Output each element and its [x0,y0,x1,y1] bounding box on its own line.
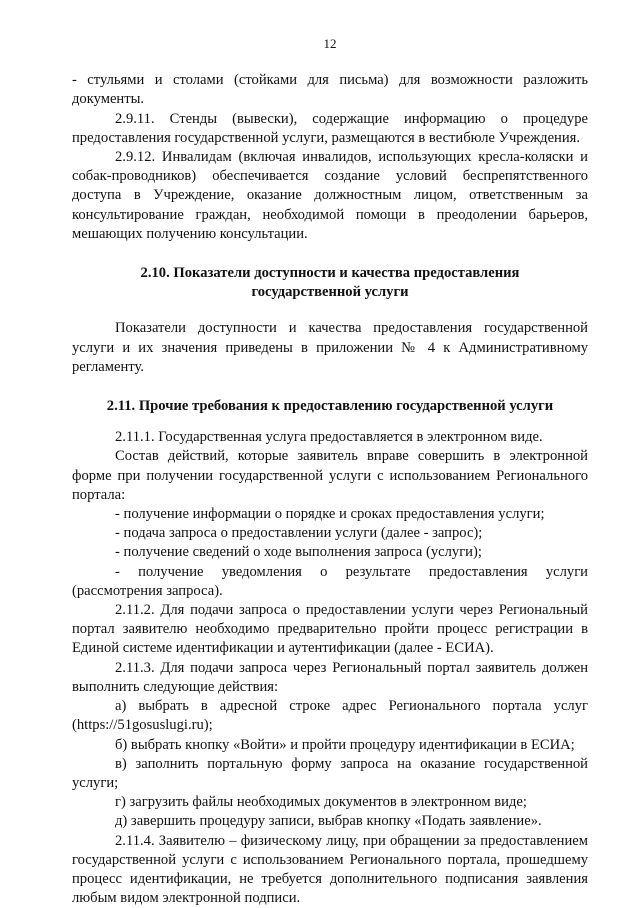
section-2-10-heading-line2: государственной услуги [251,284,409,301]
section-2-10-heading [72,264,588,302]
paragraph-2-11-4: 2.11.4. Заявителю – физическому лицу, при обращении за предоставлением государственной услуги с использованием Регионального портала, прошедшему процесс идентификации, не требуется дополнительного подписания заявления любым видом электронной подписи. [72,832,588,907]
list-item-status: - получение сведений о ходе выполнения запроса (услуги); [115,544,482,561]
step-d: д) завершить процедуру записи, выбрав кнопку «Подать заявление». [115,813,542,830]
paragraph-2-11-1: 2.11.1. Государственная услуга предоставляется в электронном виде. [115,429,543,446]
page-number: 12 [323,36,337,51]
paragraph-actions-intro: Состав действий, которые заявитель вправе совершить в электронной форме при получении государственной услуги с использованием Регионального портала: [72,448,588,503]
list-item-info: - получение информации о порядке и сроках предоставления услуги; [115,506,545,523]
list-item-notification: - получение уведомления о результате предоставления услуги (рассмотрения запроса). [72,563,588,599]
paragraph-furniture: - стульями и столами (стойками для письма) для возможности разложить документы. [72,72,588,108]
step-b: б) выбрать кнопку «Войти» и пройти процедуру идентификации в ЕСИА; [115,736,575,753]
list-item-request: - подача запроса о предоставлении услуги (далее - запрос); [115,525,483,542]
step-v: в) заполнить портальную форму запроса на оказание государственной услуги; [72,755,588,791]
paragraph-2-11-2: 2.11.2. Для подачи запроса о предоставлении услуги через Региональный портал заявителю необходимо предварительно пройти процесс регистрации в Единой системе идентификации и аутентификации (далее - ЕСИА). [72,602,588,657]
section-2-10-heading-line1: 2.10. Показатели доступности и качества предоставления [140,265,520,282]
paragraph-2-11-3: 2.11.3. Для подачи запроса через Региональный портал заявитель должен выполнить следующие действия: [72,659,588,695]
section-2-11-heading: 2.11. Прочие требования к предоставлению государственной услуги [106,398,554,415]
paragraph-2-9-11: 2.9.11. Стенды (вывески), содержащие информацию о процедуре предоставления государственной услуги, размещаются в вестибюле Учреждения. [72,110,588,146]
step-a: а) выбрать в адресной строке адрес Регионального портала услуг (https://51gosuslugi.ru); [72,698,588,734]
paragraph-2-9-12: 2.9.12. Инвалидам (включая инвалидов, использующих кресла-коляски и собак-проводников) обеспечивается создание условий беспрепятственного доступа в Учреждение, оказание должностным лицом, ответственным за консультирование граждан, необходимой помощи в преодолении барьеров, мешающих получению консультации. [72,149,588,242]
section-2-10-text: Показатели доступности и качества предоставления государственной услуги и их значения приведены в приложении № 4 к Административному регламенту. [72,320,588,375]
step-g: г) загрузить файлы необходимых документов в электронном виде; [115,794,527,811]
